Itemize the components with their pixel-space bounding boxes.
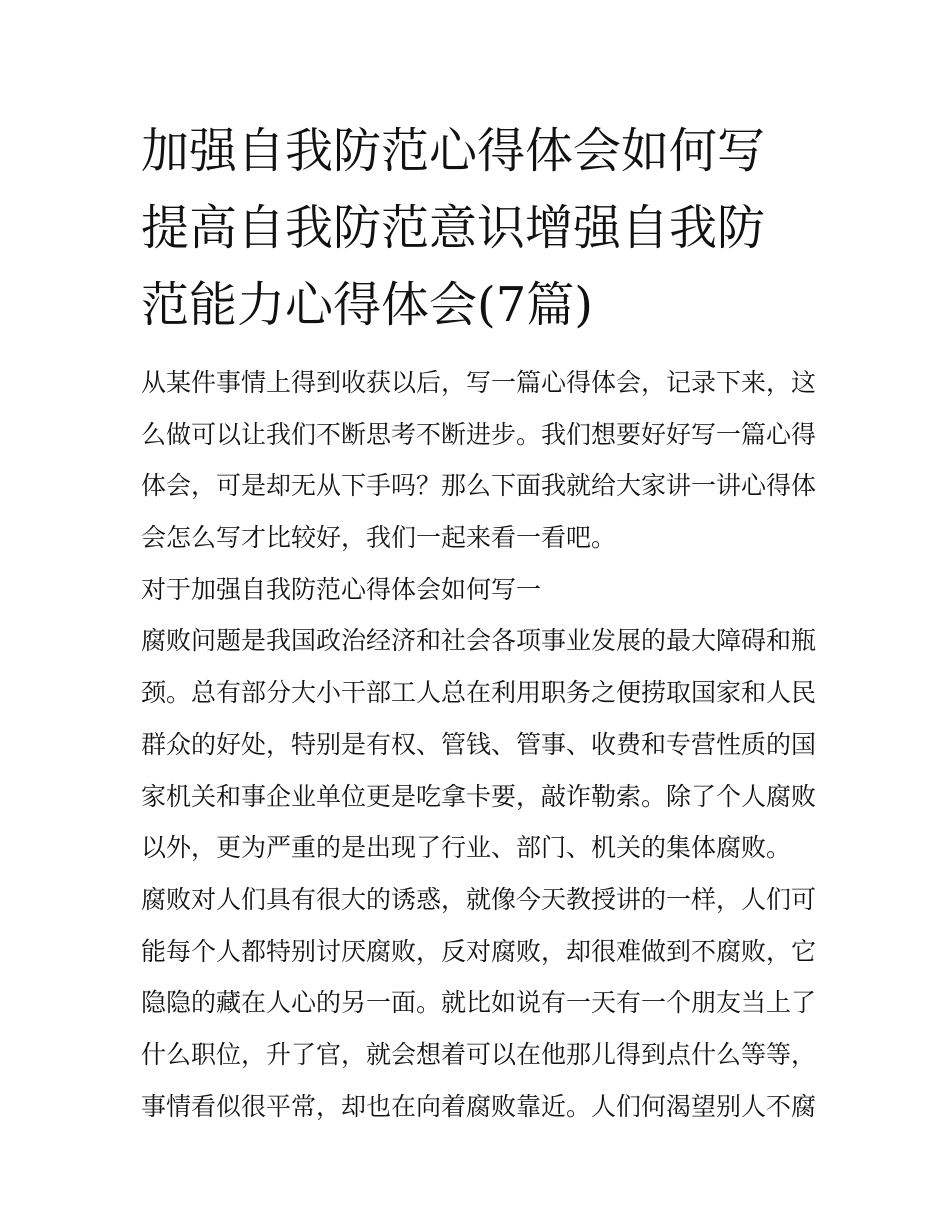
body-line-6: 腐败问题是我国政治经济和社会各项事业发展的最大障碍和瓶 bbox=[141, 626, 817, 656]
body-line-8: 群众的好处，特别是有权、管钱、管事、收费和专营性质的国 bbox=[141, 729, 817, 759]
body-line-15: 事情看似很平常，却也在向着腐败靠近。人们何渴望别人不腐 bbox=[141, 1091, 817, 1121]
section-heading: 对于加强自我防范心得体会如何写一 bbox=[141, 574, 542, 604]
body-line-13: 隐隐的藏在人心的另一面。就比如说有一天有一个朋友当上了 bbox=[141, 988, 817, 1018]
document-title bbox=[141, 113, 821, 344]
body-line-3: 体会，可是却无从下手吗？那么下面我就给大家讲一讲心得体 bbox=[141, 471, 817, 501]
body-line-14: 什么职位，升了官，就会想着可以在他那儿得到点什么等等， bbox=[141, 1039, 817, 1069]
body-line-11: 腐败对人们具有很大的诱惑，就像今天教授讲的一样，人们可 bbox=[141, 884, 817, 914]
title-line-3: 范能力心得体会(7篇) bbox=[141, 277, 593, 333]
title-line-2: 提高自我防范意识增强自我防 bbox=[141, 200, 766, 256]
body-line-10: 以外，更为严重的是出现了行业、部门、机关的集体腐败。 bbox=[141, 833, 792, 863]
body-line-12: 能每个人都特别讨厌腐败，反对腐败，却很难做到不腐败，它 bbox=[141, 936, 817, 966]
body-line-2: 么做可以让我们不断思考不断进步。我们想要好好写一篇心得 bbox=[141, 419, 817, 449]
title-line-1: 加强自我防范心得体会如何写 bbox=[141, 123, 766, 179]
body-line-7: 颈。总有部分大小干部工人总在利用职务之便捞取国家和人民 bbox=[141, 678, 817, 708]
document-body bbox=[141, 357, 821, 1132]
body-line-1: 从某件事情上得到收获以后，写一篇心得体会，记录下来，这 bbox=[141, 368, 817, 397]
body-line-4: 会怎么写才比较好，我们一起来看一看吧。 bbox=[141, 523, 617, 553]
body-line-9: 家机关和事企业单位更是吃拿卡要，敲诈勒索。除了个人腐败 bbox=[141, 781, 817, 811]
